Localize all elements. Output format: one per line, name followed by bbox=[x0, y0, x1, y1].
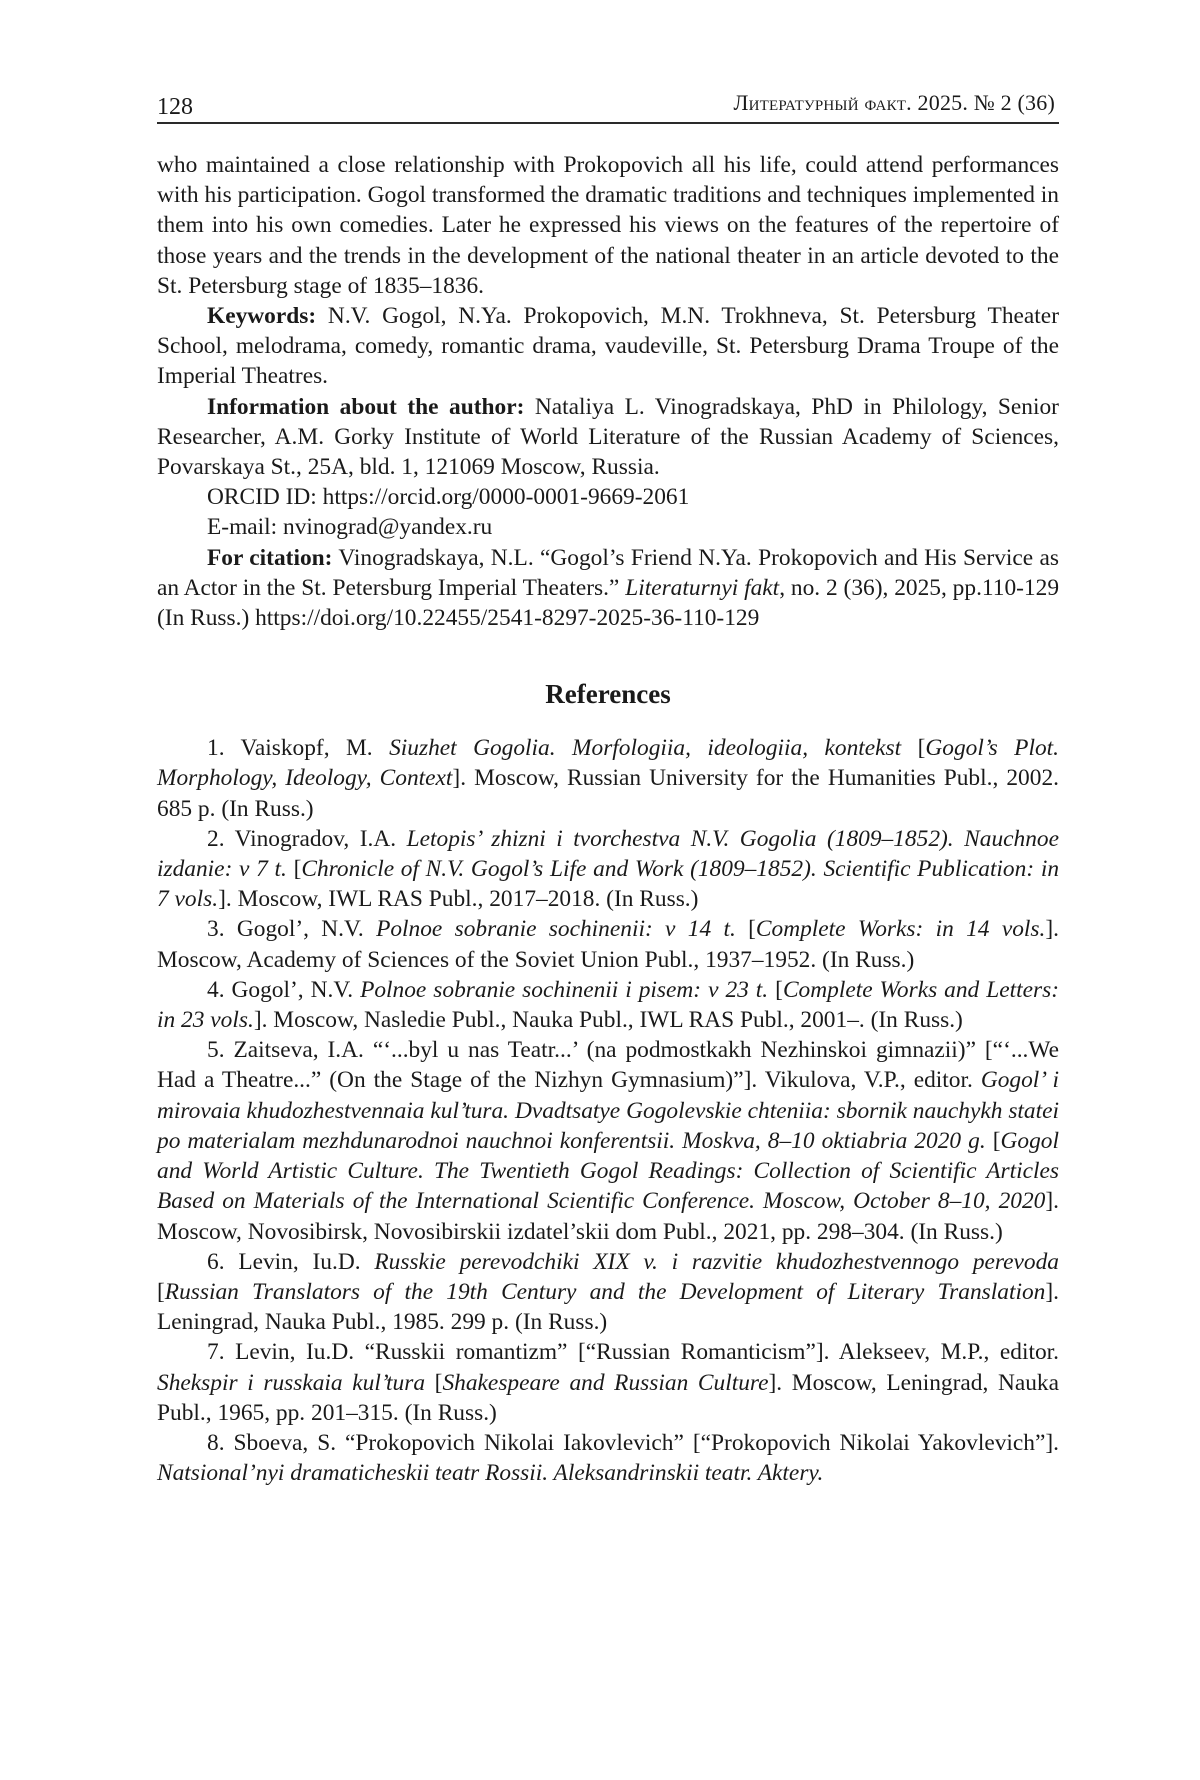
reference-text: [ bbox=[425, 1369, 443, 1396]
citation-label: For citation: bbox=[207, 544, 333, 571]
citation-journal: Literaturnyi fakt bbox=[625, 574, 780, 601]
reference-text: ]. Moscow, Russian University for the Humanities Publ., 2002. 685 p. (In Russ.) bbox=[157, 765, 1059, 822]
reference-text: ]. Moscow, Leningrad, Nauka Publ., 1965, pp. 201–315. (In Russ.) bbox=[157, 1369, 1059, 1426]
reference-text: [ bbox=[735, 916, 756, 943]
reference-text: [ bbox=[901, 735, 926, 762]
orcid-line: ORCID ID: https://orcid.org/0000-0001-9669-2061 bbox=[207, 484, 690, 511]
reference-title: Natsional’nyi dramaticheskii teatr Rossii. Aleksandrinskii teatr. Aktery. bbox=[157, 1460, 824, 1487]
reference-item bbox=[157, 975, 1059, 1035]
abstract-paragraph: who maintained a close relationship with Prokopovich all his life, could attend performances with his participation. Gogol transformed the dramatic traditions and techniques implemented in them into his own comedies. Later he expressed his views on the features of the repertoire of those years and the trends in the development of the national theater in an article devoted to the St. Petersburg stage of 1835–1836. bbox=[157, 152, 1059, 299]
reference-text: 7. Levin, Iu.D. “Russkii romantizm” [“Russian Romanticism”]. Alekseev, M.P., editor. bbox=[207, 1339, 1059, 1366]
reference-text: 3. Gogol’, N.V. bbox=[207, 916, 377, 943]
reference-text: ]. Moscow, Academy of Sciences of the Soviet Union Publ., 1937–1952. (In Russ.) bbox=[157, 916, 1059, 973]
page-number: 128 bbox=[157, 94, 193, 120]
author-info-text: Nataliya L. Vinogradskaya, PhD in Philology, Senior Researcher, A.M. Gorky Institute of World Literature of the Russian Academy of Sciences, Povarskaya St., 25A, bld. 1, 121069 Moscow, Russia. bbox=[157, 393, 1059, 481]
author-info-label: Information about the author: bbox=[207, 393, 525, 420]
reference-title: Siuzhet Gogolia. Morfologiia, ideologiia, kontekst bbox=[389, 735, 902, 762]
keywords-text: N.V. Gogol, N.Ya. Prokopovich, M.N. Trokhneva, St. Petersburg Theater School, melodrama, comedy, romantic drama, vaudeville, St. Petersburg Drama Troupe of the Imperial Theatres. bbox=[157, 303, 1059, 390]
reference-text: ]. Moscow, Nasledie Publ., Nauka Publ., IWL RAS Publ., 2001–. (In Russ.) bbox=[253, 1007, 963, 1034]
reference-text: 4. Gogol’, N.V. bbox=[207, 976, 361, 1003]
reference-text: 5. Zaitseva, I.A. “‘...byl u nas Teatr...’ (na podmostkakh Nezhinskoi gimnazii)” [“‘...We Had a Theatre...” (On the Stage of the Nizhyn Gymnasium)”]. Vikulova, V.P., editor. bbox=[157, 1037, 1059, 1094]
author-info-paragraph bbox=[157, 392, 1059, 483]
reference-title: Polnoe sobranie sochinenii i pisem: v 23 t. bbox=[360, 976, 769, 1003]
reference-text: ]. Moscow, IWL RAS Publ., 2017–2018. (In Russ.) bbox=[218, 886, 699, 913]
reference-text: ]. Moscow, Novosibirsk, Novosibirskii izdatel’skii dom Publ., 2021, pp. 298–304. (In Russ.) bbox=[157, 1188, 1059, 1245]
running-header bbox=[157, 86, 1059, 124]
reference-translation: Chronicle of N.V. Gogol’s Life and Work (1809–1852). Scientific Publication: in 7 vols. bbox=[157, 856, 1060, 913]
reference-text: [ bbox=[157, 1278, 165, 1305]
reference-text: 2. Vinogradov, I.A. bbox=[207, 825, 407, 852]
reference-item bbox=[157, 1337, 1059, 1428]
journal-title: Литературный факт. 2025. № 2 (36) bbox=[733, 90, 1055, 115]
reference-item bbox=[157, 1428, 1059, 1488]
reference-translation: Gogol and World Artistic Culture. The Twentieth Gogol Readings: Collection of Scientific Articles Based on Materials of the International Scientific Conference. Moscow, October 8–10, 2020 bbox=[157, 1127, 1059, 1215]
reference-item bbox=[157, 914, 1059, 974]
reference-text: 1. Vaiskopf, M. bbox=[207, 735, 390, 762]
references-list bbox=[157, 733, 1059, 1488]
reference-text: [ bbox=[286, 856, 302, 883]
keywords-label: Keywords: bbox=[207, 303, 317, 330]
reference-title: Shekspir i russkaia kul’tura bbox=[157, 1369, 426, 1396]
reference-item bbox=[157, 733, 1059, 824]
reference-title: Russkie perevodchiki XIX v. i razvitie khudozhestvennogo perevoda bbox=[374, 1248, 1059, 1275]
references-heading: References bbox=[545, 679, 671, 710]
citation-text: Vinogradskaya, N.L. “Gogol’s Friend N.Ya. Prokopovich and His Service as an Actor in the St. Petersburg Imperial Theaters.” bbox=[157, 544, 1059, 601]
reference-title: Letopis’ zhizni i tvorchestva N.V. Gogolia (1809–1852). Nauchnoe izdanie: v 7 t. bbox=[157, 825, 1059, 883]
reference-translation: Gogol’s Plot. Morphology, Ideology, Context bbox=[157, 735, 1059, 792]
citation-paragraph bbox=[157, 543, 1059, 634]
email-line: E-mail: nvinograd@yandex.ru bbox=[207, 514, 493, 541]
reference-item bbox=[157, 824, 1059, 915]
citation-tail: , no. 2 (36), 2025, pp.110-129 (In Russ.) https://doi.org/10.22455/2541-8297-2025-36-110-129 bbox=[157, 574, 1060, 632]
reference-title: Gogol’ i mirovaia khudozhestvennaia kul’tura. Dvadtsatye Gogolevskie chteniia: sbornik nauchykh statei po materialam mezhdunarodnoi nauchnoi konferentsii. Moskva, 8–10 oktiabria 2020 g. bbox=[157, 1067, 1059, 1154]
keywords-paragraph bbox=[157, 301, 1059, 392]
reference-title: Polnoe sobranie sochinenii: v 14 t. bbox=[376, 916, 736, 943]
article-body bbox=[157, 150, 1059, 1488]
reference-text: ]. Leningrad, Nauka Publ., 1985. 299 p. (In Russ.) bbox=[157, 1278, 1059, 1336]
reference-text: 8. Sboeva, S. “Prokopovich Nikolai Iakovlevich” [“Prokopovich Nikolai Yakovlevich”]. bbox=[207, 1429, 1059, 1456]
reference-item bbox=[157, 1035, 1059, 1246]
reference-translation: Complete Works and Letters: in 23 vols. bbox=[157, 976, 1059, 1034]
reference-translation: Shakespeare and Russian Culture bbox=[442, 1369, 769, 1396]
reference-translation: Russian Translators of the 19th Century and the Development of Literary Translation bbox=[164, 1278, 1046, 1305]
reference-item bbox=[157, 1247, 1059, 1338]
reference-text: 6. Levin, Iu.D. bbox=[207, 1248, 375, 1275]
reference-translation: Complete Works: in 14 vols. bbox=[755, 916, 1046, 943]
reference-text: [ bbox=[768, 976, 783, 1003]
reference-text: [ bbox=[985, 1127, 1001, 1154]
